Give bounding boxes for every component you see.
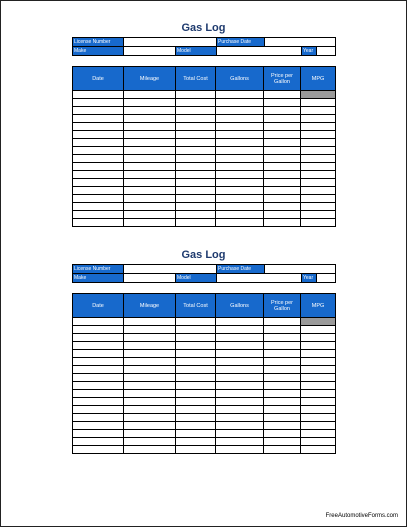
mileage-cell[interactable]	[124, 171, 176, 179]
price-per-gallon-header: Price per Gallon	[264, 294, 301, 318]
entry-row	[73, 139, 336, 147]
site-credit: FreeAutomotiveForms.com	[325, 513, 398, 519]
gallons-cell[interactable]	[216, 374, 264, 382]
price-per-gallon-cell[interactable]	[264, 195, 301, 203]
total-cost-cell[interactable]	[176, 123, 216, 131]
mpg-cell[interactable]	[301, 406, 336, 414]
year-field[interactable]	[317, 274, 335, 282]
mpg-cell[interactable]	[301, 422, 336, 430]
column-headers	[73, 294, 336, 318]
fuel-entries-table	[72, 293, 336, 454]
entry-row	[73, 374, 336, 382]
column-headers	[73, 67, 336, 91]
mileage-cell[interactable]	[124, 446, 176, 454]
entry-row	[73, 163, 336, 171]
total-cost-cell[interactable]	[176, 195, 216, 203]
price-per-gallon-cell[interactable]	[264, 107, 301, 115]
date-cell[interactable]	[73, 374, 124, 382]
entry-row	[73, 155, 336, 163]
mileage-cell[interactable]	[124, 334, 176, 342]
make-field[interactable]	[124, 274, 176, 283]
total-cost-cell[interactable]	[176, 414, 216, 422]
price-per-gallon-cell[interactable]	[264, 342, 301, 350]
mpg-cell[interactable]	[301, 398, 336, 406]
entry-row	[73, 179, 336, 187]
entry-row	[73, 91, 336, 99]
date-cell[interactable]	[73, 382, 124, 390]
mpg-cell[interactable]	[301, 334, 336, 342]
total-cost-cell[interactable]	[176, 374, 216, 382]
total-cost-cell[interactable]	[176, 342, 216, 350]
gallons-cell[interactable]	[216, 195, 264, 203]
gas-log-title: Gas Log	[181, 22, 226, 34]
date-cell[interactable]	[73, 438, 124, 446]
gas-log-title: Gas Log	[181, 249, 226, 261]
total-cost-cell[interactable]	[176, 366, 216, 374]
entry-row	[73, 446, 336, 454]
total-cost-cell[interactable]	[176, 326, 216, 334]
entry-row	[73, 398, 336, 406]
gallons-cell[interactable]	[216, 326, 264, 334]
mpg-cell[interactable]	[301, 107, 336, 115]
gallons-cell[interactable]	[216, 131, 264, 139]
mileage-cell[interactable]	[124, 414, 176, 422]
date-cell[interactable]	[73, 107, 124, 115]
mileage-cell[interactable]	[124, 131, 176, 139]
mileage-cell[interactable]	[124, 139, 176, 147]
gallons-cell[interactable]	[216, 163, 264, 171]
gallons-cell[interactable]	[216, 430, 264, 438]
mileage-cell[interactable]	[124, 422, 176, 430]
date-cell[interactable]	[73, 123, 124, 131]
total-cost-cell[interactable]	[176, 430, 216, 438]
gallons-cell[interactable]	[216, 446, 264, 454]
date-cell[interactable]	[73, 163, 124, 171]
price-per-gallon-cell[interactable]	[264, 350, 301, 358]
date-cell[interactable]	[73, 155, 124, 163]
gallons-cell[interactable]	[216, 203, 264, 211]
gallons-cell[interactable]	[216, 179, 264, 187]
total-cost-cell[interactable]	[176, 318, 216, 326]
model-field[interactable]	[217, 274, 302, 283]
mileage-cell[interactable]	[124, 107, 176, 115]
mpg-cell[interactable]	[301, 390, 336, 398]
date-cell[interactable]	[73, 398, 124, 406]
mpg-cell[interactable]	[301, 382, 336, 390]
mpg-cell[interactable]	[301, 131, 336, 139]
price-per-gallon-cell[interactable]	[264, 414, 301, 422]
mileage-cell[interactable]	[124, 147, 176, 155]
year-label: Year	[302, 47, 317, 55]
mpg-cell[interactable]	[301, 123, 336, 131]
date-header: Date	[73, 67, 124, 91]
entry-row	[73, 358, 336, 366]
mileage-cell[interactable]	[124, 374, 176, 382]
entry-row	[73, 414, 336, 422]
make-label: Make	[73, 47, 124, 56]
gallons-cell[interactable]	[216, 358, 264, 366]
date-cell[interactable]	[73, 414, 124, 422]
license-number-field[interactable]	[124, 265, 217, 274]
gallons-cell[interactable]	[216, 219, 264, 227]
vehicle-info-table	[72, 37, 336, 56]
mpg-cell[interactable]	[301, 374, 336, 382]
mileage-cell[interactable]	[124, 406, 176, 414]
price-per-gallon-cell[interactable]	[264, 187, 301, 195]
gallons-cell[interactable]	[216, 91, 264, 99]
date-cell[interactable]	[73, 390, 124, 398]
license-number-label: License Number	[73, 265, 124, 274]
price-per-gallon-cell[interactable]	[264, 115, 301, 123]
mileage-cell[interactable]	[124, 115, 176, 123]
entry-row	[73, 107, 336, 115]
entry-row	[73, 115, 336, 123]
price-per-gallon-cell[interactable]	[264, 430, 301, 438]
total-cost-cell[interactable]	[176, 334, 216, 342]
fuel-entries-table	[72, 66, 336, 227]
date-cell[interactable]	[73, 147, 124, 155]
purchase-date-field[interactable]	[265, 38, 336, 47]
total-cost-cell[interactable]	[176, 390, 216, 398]
gallons-header: Gallons	[216, 67, 264, 91]
mileage-cell[interactable]	[124, 163, 176, 171]
mpg-header: MPG	[301, 67, 336, 91]
gallons-cell[interactable]	[216, 139, 264, 147]
mileage-cell[interactable]	[124, 203, 176, 211]
year-cell	[302, 47, 336, 56]
mpg-cell[interactable]	[301, 147, 336, 155]
year-cell	[302, 274, 336, 283]
mileage-cell[interactable]	[124, 99, 176, 107]
total-cost-cell[interactable]	[176, 358, 216, 366]
mpg-cell[interactable]	[301, 163, 336, 171]
date-cell[interactable]	[73, 99, 124, 107]
gallons-cell[interactable]	[216, 334, 264, 342]
gas-log-top	[72, 21, 335, 227]
entry-row	[73, 334, 336, 342]
mileage-cell[interactable]	[124, 179, 176, 187]
entry-row	[73, 342, 336, 350]
total-cost-cell[interactable]	[176, 350, 216, 358]
entry-row	[73, 195, 336, 203]
gallons-cell[interactable]	[216, 115, 264, 123]
price-per-gallon-cell[interactable]	[264, 406, 301, 414]
mileage-cell[interactable]	[124, 390, 176, 398]
total-cost-cell[interactable]	[176, 203, 216, 211]
license-number-label: License Number	[73, 38, 124, 47]
date-header: Date	[73, 294, 124, 318]
purchase-date-field[interactable]	[265, 265, 336, 274]
mileage-cell[interactable]	[124, 382, 176, 390]
mpg-cell[interactable]	[301, 342, 336, 350]
date-cell[interactable]	[73, 406, 124, 414]
mpg-cell[interactable]	[301, 350, 336, 358]
date-cell[interactable]	[73, 115, 124, 123]
price-per-gallon-cell[interactable]	[264, 91, 301, 99]
total-cost-cell[interactable]	[176, 446, 216, 454]
date-cell[interactable]	[73, 342, 124, 350]
total-cost-header: Total Cost	[176, 294, 216, 318]
date-cell[interactable]	[73, 203, 124, 211]
gallons-cell[interactable]	[216, 366, 264, 374]
date-cell[interactable]	[73, 195, 124, 203]
price-per-gallon-cell[interactable]	[264, 358, 301, 366]
gas-log-bottom	[72, 248, 335, 454]
gallons-cell[interactable]	[216, 398, 264, 406]
mileage-cell[interactable]	[124, 155, 176, 163]
date-cell[interactable]	[73, 91, 124, 99]
gallons-cell[interactable]	[216, 438, 264, 446]
price-per-gallon-cell[interactable]	[264, 123, 301, 131]
mpg-cell[interactable]	[301, 179, 336, 187]
date-cell[interactable]	[73, 366, 124, 374]
price-per-gallon-cell[interactable]	[264, 382, 301, 390]
mileage-cell[interactable]	[124, 91, 176, 99]
entry-rows	[73, 318, 336, 454]
vehicle-info-table	[72, 264, 336, 283]
entry-row	[73, 99, 336, 107]
mpg-cell[interactable]	[301, 171, 336, 179]
mpg-cell[interactable]	[301, 318, 336, 326]
mileage-cell[interactable]	[124, 219, 176, 227]
gallons-cell[interactable]	[216, 155, 264, 163]
gallons-header: Gallons	[216, 294, 264, 318]
total-cost-cell[interactable]	[176, 115, 216, 123]
price-per-gallon-cell[interactable]	[264, 163, 301, 171]
price-per-gallon-cell[interactable]	[264, 390, 301, 398]
mpg-cell[interactable]	[301, 430, 336, 438]
mpg-cell[interactable]	[301, 139, 336, 147]
entry-row	[73, 147, 336, 155]
total-cost-cell[interactable]	[176, 155, 216, 163]
price-per-gallon-cell[interactable]	[264, 398, 301, 406]
entry-row	[73, 131, 336, 139]
price-per-gallon-cell[interactable]	[264, 211, 301, 219]
mpg-cell[interactable]	[301, 115, 336, 123]
mpg-cell[interactable]	[301, 438, 336, 446]
date-cell[interactable]	[73, 422, 124, 430]
total-cost-cell[interactable]	[176, 438, 216, 446]
mileage-cell[interactable]	[124, 326, 176, 334]
gallons-cell[interactable]	[216, 99, 264, 107]
total-cost-header: Total Cost	[176, 67, 216, 91]
total-cost-cell[interactable]	[176, 139, 216, 147]
gallons-cell[interactable]	[216, 187, 264, 195]
entry-row	[73, 422, 336, 430]
entry-row	[73, 438, 336, 446]
mileage-cell[interactable]	[124, 195, 176, 203]
gallons-cell[interactable]	[216, 414, 264, 422]
price-per-gallon-cell[interactable]	[264, 179, 301, 187]
date-cell[interactable]	[73, 350, 124, 358]
gallons-cell[interactable]	[216, 382, 264, 390]
entry-row	[73, 390, 336, 398]
entry-row	[73, 382, 336, 390]
mileage-cell[interactable]	[124, 438, 176, 446]
price-per-gallon-cell[interactable]	[264, 422, 301, 430]
price-per-gallon-cell[interactable]	[264, 155, 301, 163]
gallons-cell[interactable]	[216, 211, 264, 219]
price-per-gallon-cell[interactable]	[264, 326, 301, 334]
gallons-cell[interactable]	[216, 147, 264, 155]
mpg-cell[interactable]	[301, 446, 336, 454]
entry-row	[73, 187, 336, 195]
total-cost-cell[interactable]	[176, 398, 216, 406]
price-per-gallon-cell[interactable]	[264, 99, 301, 107]
mpg-cell[interactable]	[301, 99, 336, 107]
purchase-date-label: Purchase Date	[217, 265, 265, 274]
mpg-cell[interactable]	[301, 414, 336, 422]
mpg-header: MPG	[301, 294, 336, 318]
price-per-gallon-cell[interactable]	[264, 139, 301, 147]
entry-row	[73, 350, 336, 358]
mileage-cell[interactable]	[124, 211, 176, 219]
entry-row	[73, 211, 336, 219]
gallons-cell[interactable]	[216, 390, 264, 398]
date-cell[interactable]	[73, 358, 124, 366]
mileage-cell[interactable]	[124, 398, 176, 406]
entry-rows	[73, 91, 336, 227]
total-cost-cell[interactable]	[176, 422, 216, 430]
gallons-cell[interactable]	[216, 422, 264, 430]
price-per-gallon-cell[interactable]	[264, 334, 301, 342]
total-cost-cell[interactable]	[176, 147, 216, 155]
entry-row	[73, 406, 336, 414]
mpg-cell[interactable]	[301, 195, 336, 203]
mileage-cell[interactable]	[124, 358, 176, 366]
entry-row	[73, 366, 336, 374]
entry-row	[73, 219, 336, 227]
mileage-cell[interactable]	[124, 350, 176, 358]
mpg-cell[interactable]	[301, 219, 336, 227]
date-cell[interactable]	[73, 446, 124, 454]
year-label: Year	[302, 274, 317, 282]
date-cell[interactable]	[73, 430, 124, 438]
mileage-header: Mileage	[124, 67, 176, 91]
total-cost-cell[interactable]	[176, 163, 216, 171]
mileage-cell[interactable]	[124, 123, 176, 131]
total-cost-cell[interactable]	[176, 211, 216, 219]
total-cost-cell[interactable]	[176, 219, 216, 227]
mpg-cell[interactable]	[301, 155, 336, 163]
price-per-gallon-cell[interactable]	[264, 438, 301, 446]
price-per-gallon-cell[interactable]	[264, 147, 301, 155]
price-per-gallon-cell[interactable]	[264, 446, 301, 454]
gallons-cell[interactable]	[216, 171, 264, 179]
total-cost-cell[interactable]	[176, 179, 216, 187]
gallons-cell[interactable]	[216, 350, 264, 358]
mileage-cell[interactable]	[124, 430, 176, 438]
entry-row	[73, 326, 336, 334]
mileage-cell[interactable]	[124, 318, 176, 326]
mpg-cell[interactable]	[301, 358, 336, 366]
total-cost-cell[interactable]	[176, 171, 216, 179]
date-cell[interactable]	[73, 179, 124, 187]
purchase-date-label: Purchase Date	[217, 38, 265, 47]
entry-row	[73, 203, 336, 211]
gallons-cell[interactable]	[216, 318, 264, 326]
entry-row	[73, 171, 336, 179]
date-cell[interactable]	[73, 219, 124, 227]
price-per-gallon-cell[interactable]	[264, 131, 301, 139]
price-per-gallon-cell[interactable]	[264, 374, 301, 382]
price-per-gallon-cell[interactable]	[264, 219, 301, 227]
price-per-gallon-cell[interactable]	[264, 171, 301, 179]
gallons-cell[interactable]	[216, 342, 264, 350]
total-cost-cell[interactable]	[176, 406, 216, 414]
entry-row	[73, 318, 336, 326]
date-cell[interactable]	[73, 326, 124, 334]
total-cost-cell[interactable]	[176, 187, 216, 195]
mpg-cell[interactable]	[301, 366, 336, 374]
mpg-cell[interactable]	[301, 326, 336, 334]
mileage-header: Mileage	[124, 294, 176, 318]
gallons-cell[interactable]	[216, 123, 264, 131]
total-cost-cell[interactable]	[176, 382, 216, 390]
total-cost-cell[interactable]	[176, 107, 216, 115]
mpg-cell[interactable]	[301, 211, 336, 219]
mileage-cell[interactable]	[124, 366, 176, 374]
price-per-gallon-cell[interactable]	[264, 318, 301, 326]
entry-row	[73, 430, 336, 438]
mileage-cell[interactable]	[124, 187, 176, 195]
year-field[interactable]	[317, 47, 335, 55]
model-label: Model	[176, 47, 217, 56]
date-cell[interactable]	[73, 318, 124, 326]
total-cost-cell[interactable]	[176, 99, 216, 107]
model-field[interactable]	[217, 47, 302, 56]
model-label: Model	[176, 274, 217, 283]
date-cell[interactable]	[73, 131, 124, 139]
gallons-cell[interactable]	[216, 107, 264, 115]
date-cell[interactable]	[73, 139, 124, 147]
date-cell[interactable]	[73, 334, 124, 342]
make-label: Make	[73, 274, 124, 283]
date-cell[interactable]	[73, 187, 124, 195]
date-cell[interactable]	[73, 171, 124, 179]
mpg-cell[interactable]	[301, 203, 336, 211]
date-cell[interactable]	[73, 211, 124, 219]
price-per-gallon-header: Price per Gallon	[264, 67, 301, 91]
mileage-cell[interactable]	[124, 342, 176, 350]
total-cost-cell[interactable]	[176, 131, 216, 139]
mpg-cell[interactable]	[301, 187, 336, 195]
mpg-cell[interactable]	[301, 91, 336, 99]
price-per-gallon-cell[interactable]	[264, 203, 301, 211]
price-per-gallon-cell[interactable]	[264, 366, 301, 374]
total-cost-cell[interactable]	[176, 91, 216, 99]
entry-row	[73, 123, 336, 131]
license-number-field[interactable]	[124, 38, 217, 47]
make-field[interactable]	[124, 47, 176, 56]
gallons-cell[interactable]	[216, 406, 264, 414]
